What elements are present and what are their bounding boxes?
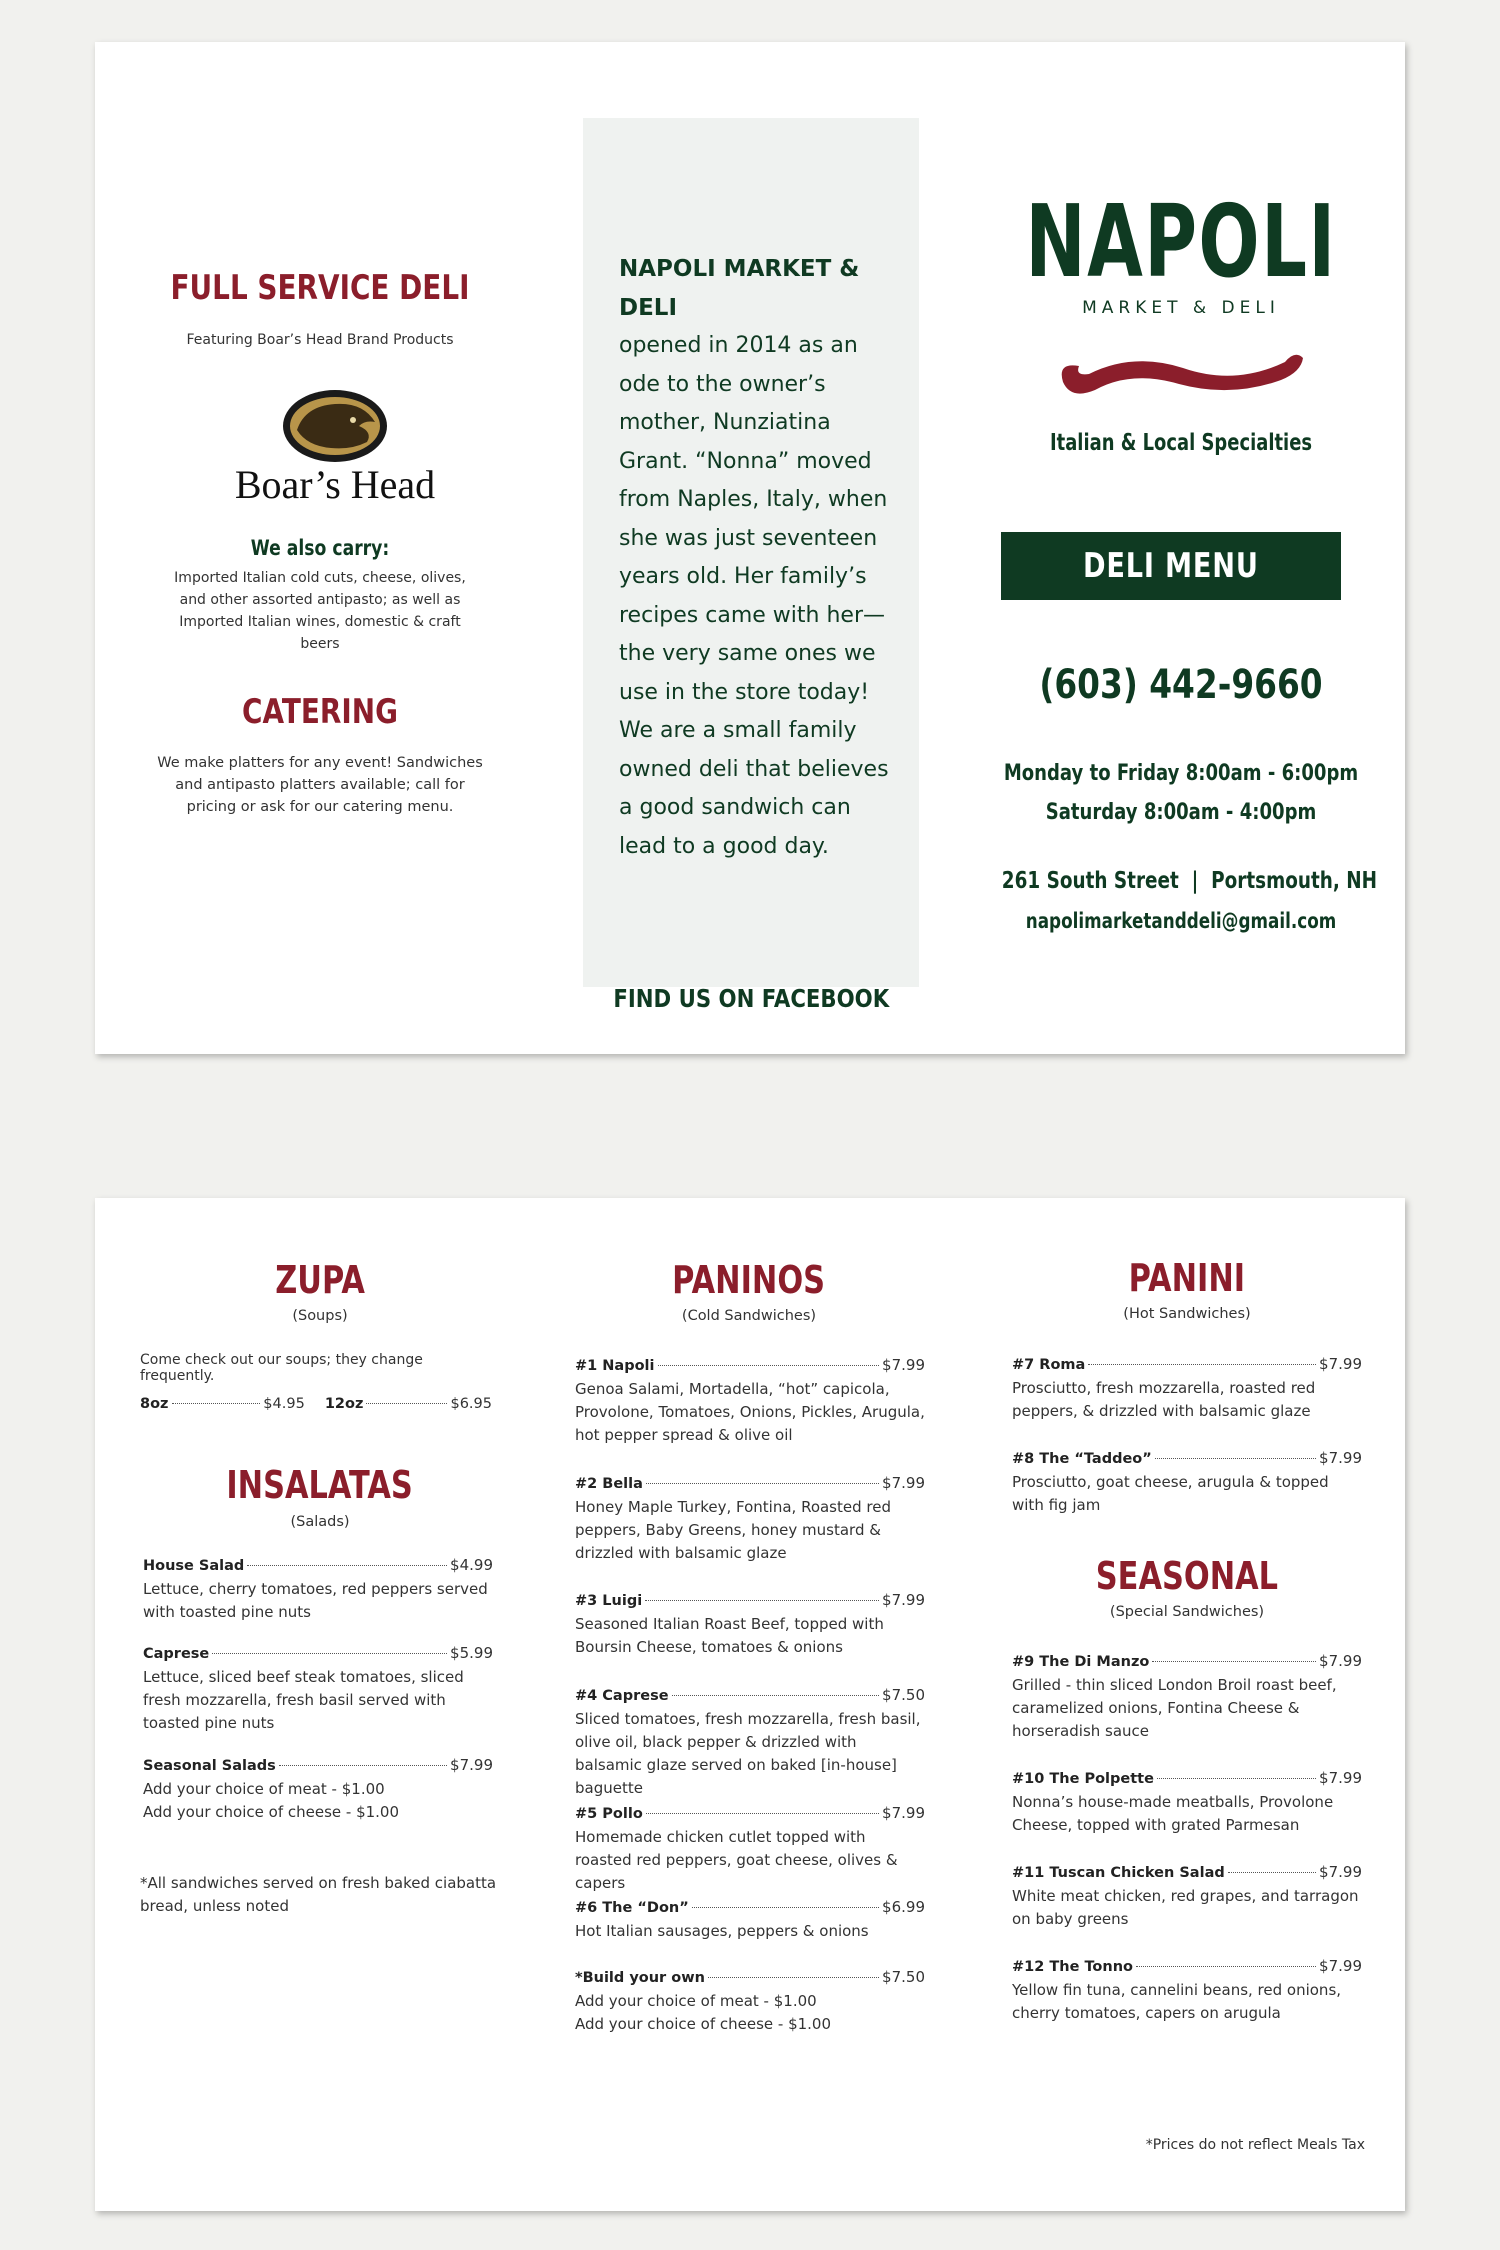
panini-subtitle: (Hot Sandwiches): [1123, 1306, 1251, 1322]
menu-item-napoli: #1 Napoli $7.99 Genoa Salami, Mortadella, “hot” capicola, Provolone, Tomatoes, Onions, Pickles, Arugula, hot pepper spread & olive oil: [575, 1356, 925, 1444]
boars-head-logo-icon: [235, 386, 435, 506]
email-link[interactable]: napolimarketanddeli@gmail.com: [1025, 909, 1337, 933]
swoosh-icon: [1055, 332, 1307, 402]
menu-item-taddeo: #8 The “Taddeo” $7.99 Prosciutto, goat cheese, arugula & topped with fig jam: [1012, 1449, 1362, 1514]
menu-item-caprese-sandwich: #4 Caprese $7.50 Sliced tomatoes, fresh mozzarella, fresh basil, olive oil, black pepper & drizzled with balsamic glaze served on baked [in-house] baguette: [575, 1686, 925, 1797]
menu-item-bella: #2 Bella $7.99 Honey Maple Turkey, Fontina, Roasted red peppers, Baby Greens, honey mustard & drizzled with balsamic glaze: [575, 1474, 925, 1562]
phone-number[interactable]: (603) 442-9660: [1039, 662, 1323, 708]
inside-panel: [95, 1198, 1405, 2211]
menu-item-polpette: #10 The Polpette $7.99 Nonna’s house-made meatballs, Provolone Cheese, topped with grated Parmesan: [1012, 1769, 1362, 1834]
story-text-block: [619, 250, 903, 866]
story-title: NAPOLI MARKET & DELI: [619, 256, 860, 321]
catering-text: We make platters for any event! Sandwiches and antipasto platters available; call for pricing or ask for our catering menu.: [157, 755, 483, 815]
ciabatta-footnote: *All sandwiches served on fresh baked ciabatta bread, unless noted: [140, 1874, 497, 1915]
deli-menu-banner: DELI MENU: [1001, 532, 1341, 600]
insalatas-title: INSALATAS: [226, 1463, 414, 1507]
menu-item-seasonal-salads: Seasonal Salads $7.99 Add your choice of meat - $1.00 Add your choice of cheese - $1.00: [143, 1756, 493, 1821]
hours-weekday: Monday to Friday 8:00am - 6:00pm: [1003, 761, 1359, 786]
zupa-subtitle: (Soups): [292, 1308, 348, 1324]
cover-column: [957, 42, 1405, 1054]
seasonal-subtitle: (Special Sandwiches): [1109, 1604, 1265, 1620]
meals-tax-note: *Prices do not reflect Meals Tax: [1145, 2137, 1365, 2153]
zupa-title: ZUPA: [275, 1258, 365, 1302]
soup-large-size: 12oz: [324, 1396, 364, 1412]
logo-subtitle: MARKET & DELI: [1082, 298, 1280, 318]
story-text: opened in 2014 as an ode to the owner’s mother, Nunziatina Grant. “Nonna” moved from Naples, Italy, when she was just seventeen years old. Her family’s recipes came with her—the very same ones we use in the store today! We are a small family owned deli that believes a good sandwich can lead to a good day.: [619, 333, 889, 859]
paninos-subtitle: (Cold Sandwiches): [681, 1308, 817, 1324]
paninos-title: PANINOS: [672, 1258, 826, 1302]
soup-note: Come check out our soups; they change frequently.: [140, 1352, 423, 1384]
soup-large-price: $6.95: [450, 1396, 492, 1412]
menu-item-pollo: #5 Pollo $7.99 Homemade chicken cutlet topped with roasted red peppers, goat cheese, olives & capers: [575, 1804, 925, 1892]
address: 261 South Street | Portsmouth, NH: [1001, 868, 1378, 894]
soup-small-price: $4.95: [263, 1396, 305, 1412]
menu-item-caprese-salad: Caprese $5.99 Lettuce, sliced beef steak tomatoes, sliced fresh mozzarella, fresh basil served with toasted pine nuts: [143, 1644, 493, 1732]
menu-item-roma: #7 Roma $7.99 Prosciutto, fresh mozzarella, roasted red peppers, & drizzled with balsamic glaze: [1012, 1355, 1362, 1420]
hours-saturday: Saturday 8:00am - 4:00pm: [1045, 800, 1317, 825]
soup-prices: [140, 1396, 492, 1412]
menu-item-the-don: #6 The “Don” $6.99 Hot Italian sausages, peppers & onions: [575, 1898, 925, 1940]
seasonal-title: SEASONAL: [1095, 1554, 1279, 1598]
menu-item-tonno: #12 The Tonno $7.99 Yellow fin tuna, cannelini beans, red onions, cherry tomatoes, capers on arugula: [1012, 1957, 1362, 2022]
menu-item-build-your-own: *Build your own $7.50 Add your choice of meat - $1.00 Add your choice of cheese - $1.00: [575, 1968, 925, 2033]
menu-item-house-salad: House Salad $4.99 Lettuce, cherry tomatoes, red peppers served with toasted pine nuts: [143, 1556, 493, 1621]
menu-item-di-manzo: #9 The Di Manzo $7.99 Grilled - thin sliced London Broil roast beef, caramelized onions, Fontina Cheese & horseradish sauce: [1012, 1652, 1362, 1740]
story-column: [583, 118, 919, 1013]
hours: [997, 754, 1364, 832]
napoli-logo: NAPOLI: [1025, 183, 1337, 300]
also-carry-text: Imported Italian cold cuts, cheese, olives, and other assorted antipasto; as well as Imported Italian wines, domestic & craft beers: [174, 570, 466, 652]
tagline: Italian & Local Specialties: [1049, 430, 1313, 456]
deli-subheading: Featuring Boar’s Head Brand Products: [186, 332, 454, 348]
menu-item-luigi: #3 Luigi $7.99 Seasoned Italian Roast Beef, topped with Boursin Cheese, tomatoes & onions: [575, 1591, 925, 1656]
insalatas-subtitle: (Salads): [290, 1514, 350, 1530]
deli-heading: FULL SERVICE DELI: [170, 268, 470, 308]
boars-head-wordmark: Boar’s Head: [235, 462, 435, 506]
menu-item-tuscan-chicken-salad: #11 Tuscan Chicken Salad $7.99 White meat chicken, red grapes, and tarragon on baby greens: [1012, 1863, 1362, 1928]
soup-small-size: 8oz: [140, 1396, 169, 1412]
left-column: [95, 42, 545, 1054]
facebook-link[interactable]: FIND US ON FACEBOOK: [613, 984, 889, 1013]
also-carry-title: We also carry:: [250, 536, 390, 560]
outside-panel: [95, 42, 1405, 1054]
panini-title: PANINI: [1128, 1256, 1246, 1300]
catering-heading: CATERING: [241, 692, 399, 732]
